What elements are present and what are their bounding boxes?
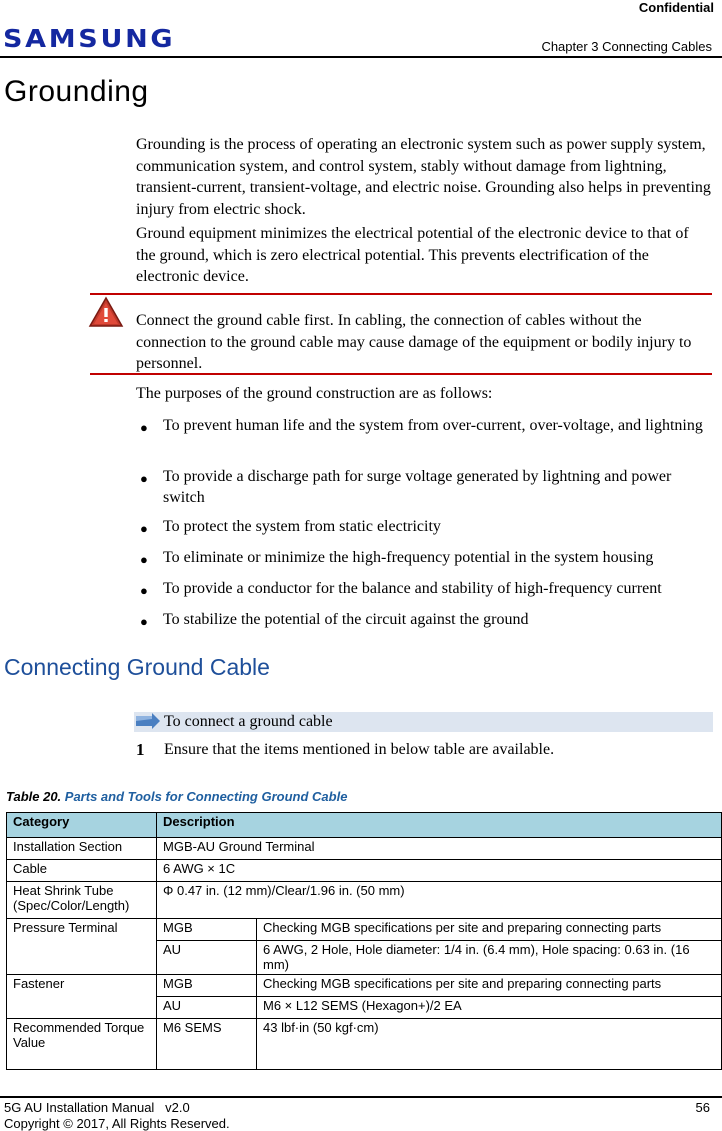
purpose-item: To protect the system from static electricity — [163, 518, 441, 535]
purpose-item: To provide a discharge path for surge voltage generated by lightning and power switch — [163, 468, 672, 506]
cell-category: Cable — [7, 860, 157, 882]
bullet-dot: ● — [140, 471, 148, 486]
cell-description: Φ 0.47 in. (12 mm)/Clear/1.96 in. (50 mm) — [157, 882, 722, 919]
purpose-item: To prevent human life and the system from over-current, over-voltage, and lightning — [163, 417, 703, 434]
table-caption — [6, 789, 347, 804]
cell-type: AU — [157, 941, 257, 975]
cell-detail: Checking MGB specifications per site and preparing connecting parts — [257, 919, 722, 941]
section-title: Connecting Ground Cable — [4, 654, 270, 680]
samsung-logo: SAMSUNG — [3, 24, 176, 53]
purpose-item: To eliminate or minimize the high-frequency potential in the system housing — [163, 549, 654, 566]
cell-detail: Checking MGB specifications per site and preparing connecting parts — [257, 975, 722, 997]
cell-type: AU — [157, 997, 257, 1019]
table-row — [7, 919, 722, 941]
cell-detail: 43 lbf·in (50 kgf·cm) — [257, 1019, 722, 1070]
table-row — [7, 860, 722, 882]
cell-type: MGB — [157, 975, 257, 997]
footer-copyright: Copyright © 2017, All Rights Reserved. — [4, 1116, 230, 1131]
bullet-dot: ● — [140, 521, 148, 536]
purpose-item: To provide a conductor for the balance and stability of high-frequency current — [163, 580, 662, 597]
purposes-intro: The purposes of the ground construction are as follows: — [136, 385, 493, 402]
procedure-arrow-icon — [136, 713, 160, 729]
table-caption-label: Table 20. — [6, 789, 62, 804]
cell-category: Installation Section — [7, 838, 157, 860]
cell-category: Fastener — [7, 975, 157, 1019]
cell-type: M6 SEMS — [157, 1019, 257, 1070]
header-category: Category — [7, 813, 157, 838]
confidential-label: Confidential — [638, 0, 714, 15]
table-row — [7, 1019, 722, 1070]
footer-divider — [0, 1096, 722, 1098]
page-title: Grounding — [4, 75, 149, 108]
bullet-dot: ● — [140, 614, 148, 629]
warning-top-rule — [90, 293, 712, 295]
table-header-row — [7, 813, 722, 838]
table-row — [7, 975, 722, 997]
bullet-dot: ● — [140, 552, 148, 567]
step-text: Ensure that the items mentioned in below table are available. — [164, 741, 555, 758]
procedure-title: To connect a ground cable — [164, 713, 333, 730]
header-divider — [0, 56, 722, 58]
cell-type: MGB — [157, 919, 257, 941]
cell-category: Recommended Torque Value — [7, 1019, 157, 1070]
intro-paragraph-1: Grounding is the process of operating an electronic system such as power supply system, communication system, and control system, stably without damage from lightning, transient-current, transient-voltage, and electric noise. Grounding also helps in preventing injury from electric shock. — [136, 136, 711, 218]
step-number: 1 — [136, 740, 145, 759]
table-row — [7, 882, 722, 919]
table-caption-title: Parts and Tools for Connecting Ground Cable — [64, 789, 348, 804]
cell-description: 6 AWG × 1C — [157, 860, 722, 882]
warning-bottom-rule — [90, 373, 712, 375]
header-description: Description — [157, 813, 722, 838]
warning-text: Connect the ground cable first. In cabling, the connection of cables without the connection to the ground cable may cause damage of the equipment or bodily injury to personnel. — [136, 312, 692, 372]
bullet-dot: ● — [140, 420, 148, 435]
table-row — [7, 838, 722, 860]
cell-category: Pressure Terminal — [7, 919, 157, 975]
purpose-item: To stabilize the potential of the circuit against the ground — [163, 611, 529, 628]
chapter-title: Chapter 3 Connecting Cables — [541, 39, 712, 54]
cell-description: MGB-AU Ground Terminal — [157, 838, 722, 860]
page-number: 56 — [695, 1100, 710, 1115]
bullet-dot: ● — [140, 583, 148, 598]
cell-category: Heat Shrink Tube (Spec/Color/Length) — [7, 882, 157, 919]
intro-paragraph-2: Ground equipment minimizes the electrical potential of the electronic device to that of the ground, which is zero electrical potential. This prevents electrification of the electronic device. — [136, 225, 689, 285]
warning-triangle-icon — [88, 296, 124, 328]
parts-tools-table — [6, 812, 722, 1070]
footer-manual: 5G AU Installation Manual v2.0 — [4, 1100, 190, 1115]
cell-detail: 6 AWG, 2 Hole, Hole diameter: 1/4 in. (6.4 mm), Hole spacing: 0.63 in. (16 mm) — [257, 941, 722, 975]
cell-detail: M6 × L12 SEMS (Hexagon+)/2 EA — [257, 997, 722, 1019]
